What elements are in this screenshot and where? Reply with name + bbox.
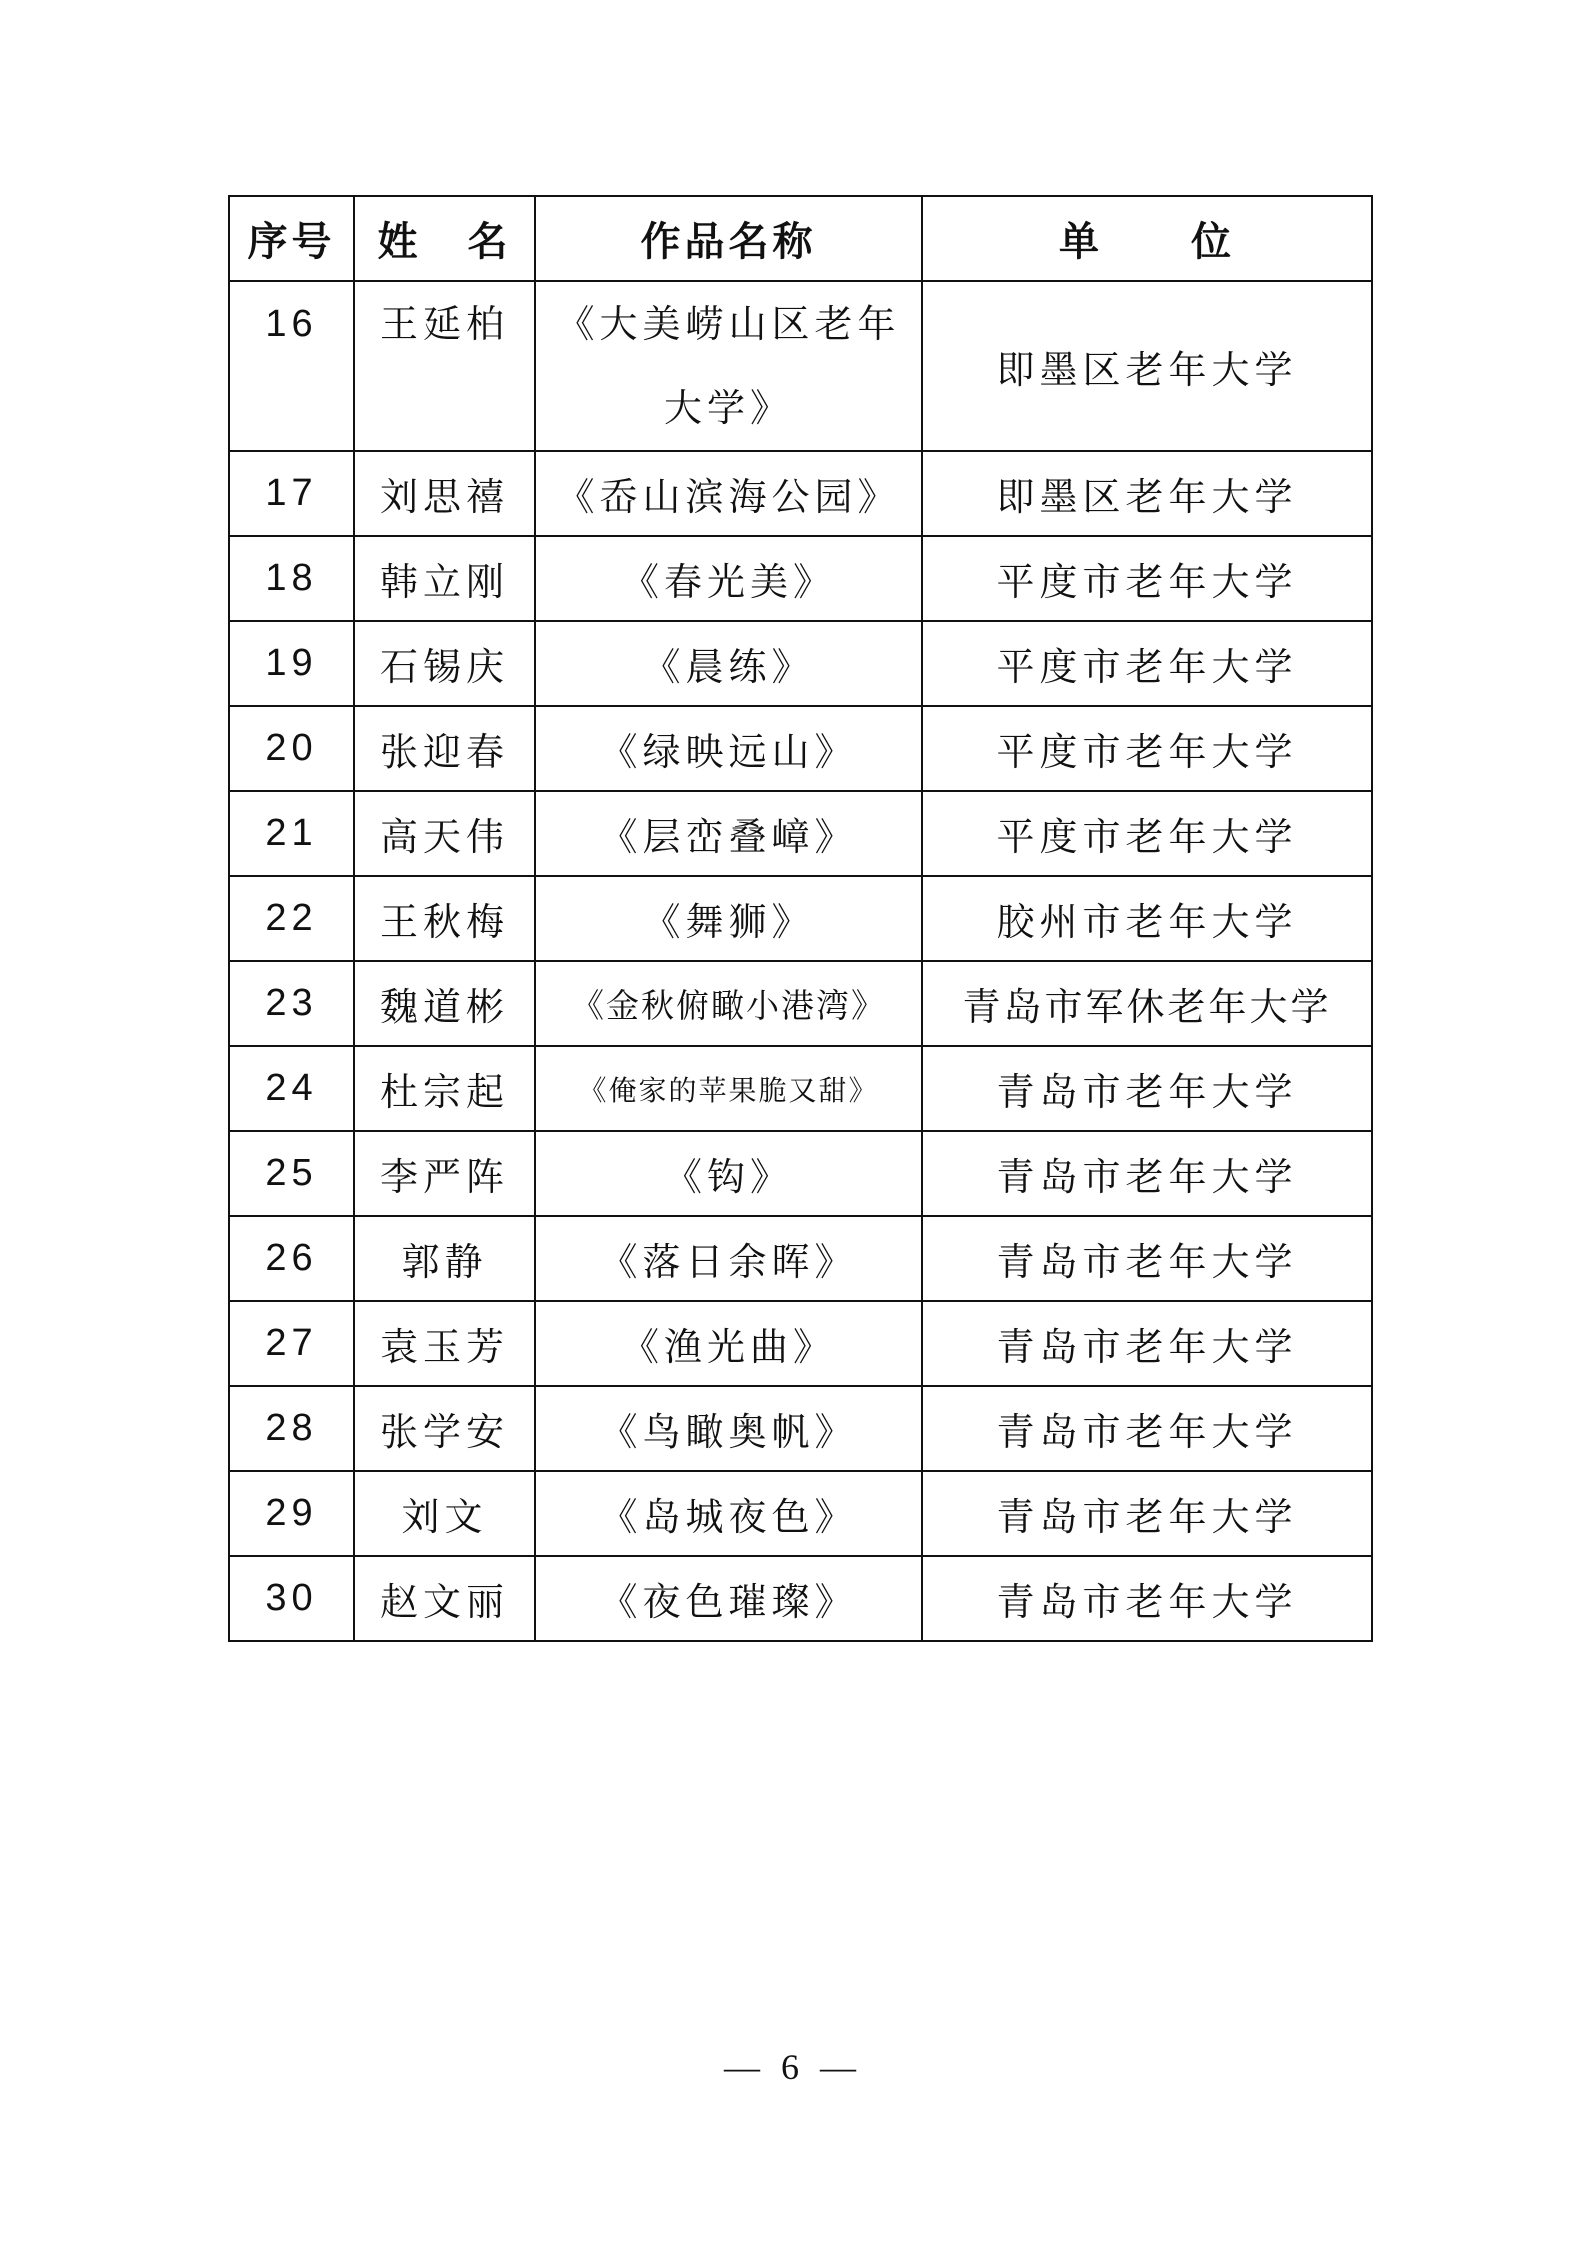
table-row — [229, 706, 1372, 791]
cell-title: 《岛城夜色》 — [535, 1471, 922, 1556]
cell-name: 高天伟 — [354, 791, 535, 876]
cell-unit: 青岛市军休老年大学 — [922, 961, 1372, 1046]
cell-name: 张学安 — [354, 1386, 535, 1471]
cell-no: 16 — [229, 281, 354, 451]
cell-title: 《层峦叠嶂》 — [535, 791, 922, 876]
cell-name: 李严阵 — [354, 1131, 535, 1216]
cell-unit: 即墨区老年大学 — [922, 451, 1372, 536]
cell-title: 《夜色璀璨》 — [535, 1556, 922, 1641]
cell-unit: 平度市老年大学 — [922, 791, 1372, 876]
table-row — [229, 451, 1372, 536]
page-number: — 6 — — [724, 2047, 862, 2087]
cell-title: 《绿映远山》 — [535, 706, 922, 791]
cell-name: 赵文丽 — [354, 1556, 535, 1641]
cell-unit: 胶州市老年大学 — [922, 876, 1372, 961]
cell-no: 30 — [229, 1556, 354, 1641]
cell-no: 28 — [229, 1386, 354, 1471]
cell-unit: 平度市老年大学 — [922, 706, 1372, 791]
header-title: 作品名称 — [535, 196, 922, 281]
cell-unit: 青岛市老年大学 — [922, 1046, 1372, 1131]
table-row — [229, 1386, 1372, 1471]
cell-name: 石锡庆 — [354, 621, 535, 706]
cell-title: 《春光美》 — [535, 536, 922, 621]
cell-title: 《钩》 — [535, 1131, 922, 1216]
table-row — [229, 791, 1372, 876]
cell-unit: 平度市老年大学 — [922, 621, 1372, 706]
table-row — [229, 621, 1372, 706]
cell-no: 18 — [229, 536, 354, 621]
cell-no: 17 — [229, 451, 354, 536]
cell-name: 郭静 — [354, 1216, 535, 1301]
cell-no: 19 — [229, 621, 354, 706]
cell-no: 25 — [229, 1131, 354, 1216]
table-row — [229, 536, 1372, 621]
cell-name: 张迎春 — [354, 706, 535, 791]
cell-unit: 即墨区老年大学 — [922, 281, 1372, 451]
cell-no: 29 — [229, 1471, 354, 1556]
table-row — [229, 961, 1372, 1046]
cell-name: 刘思禧 — [354, 451, 535, 536]
cell-title: 《舞狮》 — [535, 876, 922, 961]
cell-unit: 青岛市老年大学 — [922, 1471, 1372, 1556]
cell-name: 杜宗起 — [354, 1046, 535, 1131]
cell-no: 24 — [229, 1046, 354, 1131]
cell-unit: 青岛市老年大学 — [922, 1216, 1372, 1301]
cell-no: 22 — [229, 876, 354, 961]
cell-name: 韩立刚 — [354, 536, 535, 621]
table-row — [229, 281, 1372, 451]
cell-title: 《落日余晖》 — [535, 1216, 922, 1301]
cell-no: 23 — [229, 961, 354, 1046]
cell-name: 刘文 — [354, 1471, 535, 1556]
cell-title: 《俺家的苹果脆又甜》 — [535, 1046, 922, 1131]
table-row — [229, 876, 1372, 961]
cell-title: 《大美崂山区老年大学》 — [535, 281, 922, 451]
cell-name: 魏道彬 — [354, 961, 535, 1046]
cell-no: 20 — [229, 706, 354, 791]
cell-name: 王延柏 — [354, 281, 535, 451]
cell-title: 《鸟瞰奥帆》 — [535, 1386, 922, 1471]
cell-no: 27 — [229, 1301, 354, 1386]
table-row — [229, 1131, 1372, 1216]
table-row — [229, 1471, 1372, 1556]
cell-no: 21 — [229, 791, 354, 876]
header-no: 序号 — [229, 196, 354, 281]
cell-name: 王秋梅 — [354, 876, 535, 961]
header-name: 姓 名 — [354, 196, 535, 281]
header-unit: 单 位 — [922, 196, 1372, 281]
cell-title: 《金秋俯瞰小港湾》 — [535, 961, 922, 1046]
cell-title: 《岙山滨海公园》 — [535, 451, 922, 536]
cell-unit: 青岛市老年大学 — [922, 1131, 1372, 1216]
cell-unit: 平度市老年大学 — [922, 536, 1372, 621]
cell-title: 《晨练》 — [535, 621, 922, 706]
table-row — [229, 1046, 1372, 1131]
cell-title: 《渔光曲》 — [535, 1301, 922, 1386]
cell-unit: 青岛市老年大学 — [922, 1301, 1372, 1386]
table-row — [229, 1301, 1372, 1386]
cell-unit: 青岛市老年大学 — [922, 1386, 1372, 1471]
table-row — [229, 1216, 1372, 1301]
cell-name: 袁玉芳 — [354, 1301, 535, 1386]
cell-unit: 青岛市老年大学 — [922, 1556, 1372, 1641]
cell-no: 26 — [229, 1216, 354, 1301]
table-row — [229, 1556, 1372, 1641]
works-table — [228, 195, 1373, 1642]
table-header-row — [229, 196, 1372, 281]
